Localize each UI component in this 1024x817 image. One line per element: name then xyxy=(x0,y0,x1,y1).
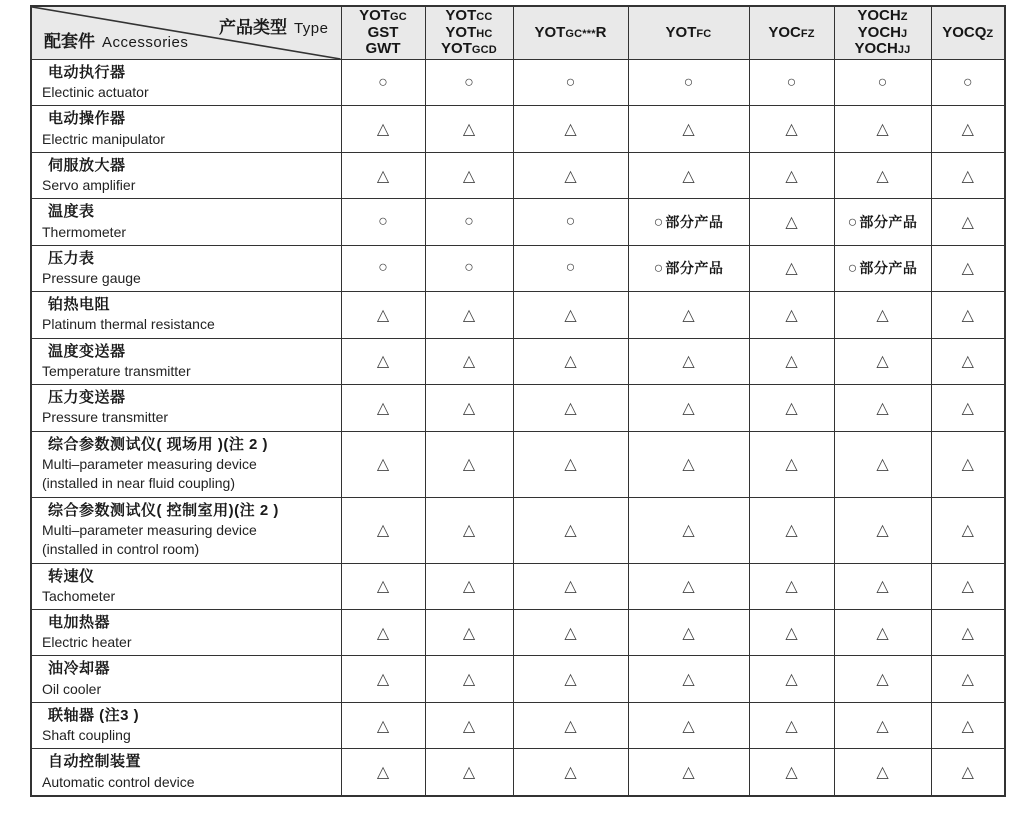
table-row xyxy=(31,60,1005,106)
compatibility-mark-cell xyxy=(834,199,931,245)
circle-mark-cell: ○ xyxy=(425,60,513,106)
column-header xyxy=(749,6,834,60)
column-header-line: YOTCC xyxy=(445,6,493,24)
column-header-line: YOTHC xyxy=(445,23,493,41)
accessory-name-zh: 压力表 xyxy=(48,249,95,267)
table-row xyxy=(31,199,1005,245)
circle-mark-cell: ○ xyxy=(749,60,834,106)
accessory-name-en: Electinic actuator xyxy=(42,84,149,101)
triangle-mark-cell: △ xyxy=(628,385,749,431)
accessory-label-cell xyxy=(31,609,341,655)
triangle-mark-cell: △ xyxy=(341,656,425,702)
circle-mark-cell: ○ xyxy=(341,60,425,106)
triangle-mark-cell: △ xyxy=(931,656,1005,702)
accessory-label-cell xyxy=(31,245,341,291)
triangle-mark-cell: △ xyxy=(931,497,1005,563)
table-row xyxy=(31,338,1005,384)
triangle-mark-cell: △ xyxy=(628,563,749,609)
triangle-mark-cell: △ xyxy=(513,106,628,152)
triangle-mark-cell: △ xyxy=(425,609,513,655)
column-header-line: YOTGC xyxy=(359,6,407,24)
accessory-name-en-line2: (installed in near fluid coupling) xyxy=(42,474,235,491)
triangle-mark-cell: △ xyxy=(931,609,1005,655)
triangle-mark-cell: △ xyxy=(513,702,628,748)
compatibility-mark-cell xyxy=(628,199,749,245)
triangle-mark-cell: △ xyxy=(834,385,931,431)
triangle-mark-cell: △ xyxy=(513,497,628,563)
accessory-name-en: Servo amplifier xyxy=(42,177,136,194)
triangle-mark-cell: △ xyxy=(931,385,1005,431)
accessory-name-zh: 温度表 xyxy=(48,203,95,221)
triangle-mark-cell: △ xyxy=(628,656,749,702)
column-header-line: YOTFC xyxy=(665,23,712,41)
triangle-mark-cell: △ xyxy=(425,702,513,748)
triangle-mark-cell: △ xyxy=(341,497,425,563)
accessory-label-cell xyxy=(31,152,341,198)
table-row xyxy=(31,385,1005,431)
table-row xyxy=(31,609,1005,655)
column-header xyxy=(931,6,1005,60)
triangle-mark-cell: △ xyxy=(931,245,1005,291)
table-row xyxy=(31,656,1005,702)
circle-mark-icon: ○ xyxy=(653,214,664,232)
triangle-mark-cell: △ xyxy=(513,338,628,384)
triangle-mark-cell: △ xyxy=(341,702,425,748)
triangle-mark-cell: △ xyxy=(341,385,425,431)
triangle-mark-cell: △ xyxy=(834,292,931,338)
partial-products-text: 部分产品 xyxy=(665,260,724,277)
accessory-name-en: Multi–parameter measuring device xyxy=(42,522,257,539)
triangle-mark-cell: △ xyxy=(425,152,513,198)
accessory-name-zh: 综合参数测试仪( 控制室用)(注 2 ) xyxy=(48,502,279,520)
table-row xyxy=(31,749,1005,796)
circle-mark-cell: ○ xyxy=(628,60,749,106)
triangle-mark-cell: △ xyxy=(425,292,513,338)
circle-mark-cell: ○ xyxy=(834,60,931,106)
table-row xyxy=(31,292,1005,338)
accessories-compatibility-table xyxy=(30,5,1006,797)
triangle-mark-cell: △ xyxy=(749,609,834,655)
table-row xyxy=(31,563,1005,609)
triangle-mark-cell: △ xyxy=(425,385,513,431)
triangle-mark-cell: △ xyxy=(513,749,628,796)
triangle-mark-cell: △ xyxy=(341,431,425,497)
triangle-mark-cell: △ xyxy=(341,292,425,338)
accessory-name-en: Pressure gauge xyxy=(42,270,141,286)
compatibility-mark-cell xyxy=(628,245,749,291)
column-header-line: YOTGC***R xyxy=(534,23,607,41)
accessories-en: Accessories xyxy=(102,34,189,51)
column-header-line: YOTGCD xyxy=(441,40,497,58)
triangle-mark-cell: △ xyxy=(749,385,834,431)
triangle-mark-cell: △ xyxy=(425,749,513,796)
circle-mark-icon: ○ xyxy=(847,260,858,278)
triangle-mark-cell: △ xyxy=(341,106,425,152)
circle-mark-cell: ○ xyxy=(425,199,513,245)
accessory-label-cell xyxy=(31,563,341,609)
column-header-line: GST xyxy=(367,23,399,41)
accessory-name-zh: 压力变送器 xyxy=(48,389,126,407)
corner-product-type-label xyxy=(219,13,329,38)
triangle-mark-cell: △ xyxy=(749,702,834,748)
column-header xyxy=(834,6,931,60)
accessory-name-zh: 电动执行器 xyxy=(48,64,126,81)
triangle-mark-cell: △ xyxy=(628,702,749,748)
triangle-mark-cell: △ xyxy=(749,563,834,609)
triangle-mark-cell: △ xyxy=(749,431,834,497)
product-type-en: Type xyxy=(293,20,329,37)
triangle-mark-cell: △ xyxy=(931,152,1005,198)
column-header-line: YOCHJ xyxy=(857,23,908,41)
triangle-mark-cell: △ xyxy=(931,199,1005,245)
triangle-mark-cell: △ xyxy=(749,338,834,384)
accessory-name-zh: 电加热器 xyxy=(48,613,111,631)
triangle-mark-cell: △ xyxy=(425,497,513,563)
column-header-line: YOCFZ xyxy=(768,23,815,41)
triangle-mark-cell: △ xyxy=(931,338,1005,384)
triangle-mark-cell: △ xyxy=(834,656,931,702)
table-row xyxy=(31,245,1005,291)
triangle-mark-cell: △ xyxy=(628,431,749,497)
corner-accessories-label xyxy=(44,27,188,52)
accessory-label-cell xyxy=(31,338,341,384)
triangle-mark-cell: △ xyxy=(834,749,931,796)
accessory-name-zh: 综合参数测试仪( 现场用 )(注 2 ) xyxy=(48,436,268,454)
compatibility-mark-cell xyxy=(834,245,931,291)
triangle-mark-cell: △ xyxy=(931,749,1005,796)
triangle-mark-cell: △ xyxy=(931,563,1005,609)
column-header xyxy=(513,6,628,60)
corner-cell xyxy=(31,6,341,60)
partial-products-text: 部分产品 xyxy=(859,260,918,277)
triangle-mark-cell: △ xyxy=(931,292,1005,338)
accessory-label-cell xyxy=(31,385,341,431)
triangle-mark-cell: △ xyxy=(628,749,749,796)
partial-products-text: 部分产品 xyxy=(859,214,918,231)
accessory-label-cell xyxy=(31,702,341,748)
triangle-mark-cell: △ xyxy=(341,152,425,198)
table-row xyxy=(31,497,1005,563)
accessory-label-cell xyxy=(31,60,341,106)
triangle-mark-cell: △ xyxy=(749,497,834,563)
circle-mark-icon: ○ xyxy=(653,260,664,278)
triangle-mark-cell: △ xyxy=(628,152,749,198)
accessory-name-en: Oil cooler xyxy=(42,680,102,697)
table-row xyxy=(31,702,1005,748)
circle-mark-cell: ○ xyxy=(513,199,628,245)
triangle-mark-cell: △ xyxy=(749,106,834,152)
triangle-mark-cell: △ xyxy=(425,656,513,702)
column-header-line: GWT xyxy=(365,40,401,58)
triangle-mark-cell: △ xyxy=(628,609,749,655)
accessory-label-cell xyxy=(31,749,341,796)
column-header-line: YOCHZ xyxy=(857,6,908,24)
circle-mark-cell: ○ xyxy=(513,60,628,106)
triangle-mark-cell: △ xyxy=(341,749,425,796)
column-header-line: YOCHJJ xyxy=(854,40,911,58)
triangle-mark-cell: △ xyxy=(931,702,1005,748)
accessory-name-en: Tachometer xyxy=(42,587,116,604)
accessory-name-en: Pressure transmitter xyxy=(42,409,169,426)
triangle-mark-cell: △ xyxy=(749,152,834,198)
header-row xyxy=(31,6,1005,60)
triangle-mark-cell: △ xyxy=(513,609,628,655)
triangle-mark-cell: △ xyxy=(628,292,749,338)
triangle-mark-cell: △ xyxy=(341,563,425,609)
triangle-mark-cell: △ xyxy=(341,609,425,655)
triangle-mark-cell: △ xyxy=(425,563,513,609)
table-row xyxy=(31,431,1005,497)
triangle-mark-cell: △ xyxy=(749,199,834,245)
triangle-mark-cell: △ xyxy=(834,702,931,748)
accessory-label-cell xyxy=(31,199,341,245)
partial-products-text: 部分产品 xyxy=(665,214,724,231)
accessory-label-cell xyxy=(31,292,341,338)
product-type-zh: 产品类型 xyxy=(218,18,287,37)
accessory-name-en: Electric heater xyxy=(42,634,132,651)
accessory-label-cell xyxy=(31,431,341,497)
triangle-mark-cell: △ xyxy=(834,609,931,655)
column-header xyxy=(425,6,513,60)
accessory-name-en: Shaft coupling xyxy=(42,727,131,744)
triangle-mark-cell: △ xyxy=(513,563,628,609)
circle-mark-cell: ○ xyxy=(931,60,1005,106)
accessory-name-zh: 自动控制装置 xyxy=(48,753,142,771)
accessory-name-zh: 油冷却器 xyxy=(48,660,111,678)
accessory-name-zh: 转速仪 xyxy=(48,567,95,585)
triangle-mark-cell: △ xyxy=(425,106,513,152)
column-header xyxy=(341,6,425,60)
accessory-name-zh: 伺服放大器 xyxy=(48,156,126,174)
triangle-mark-cell: △ xyxy=(513,152,628,198)
triangle-mark-cell: △ xyxy=(513,385,628,431)
triangle-mark-cell: △ xyxy=(513,656,628,702)
triangle-mark-cell: △ xyxy=(749,656,834,702)
accessory-label-cell xyxy=(31,497,341,563)
triangle-mark-cell: △ xyxy=(834,563,931,609)
accessory-label-cell xyxy=(31,656,341,702)
column-header xyxy=(628,6,749,60)
accessory-name-en-line2: (installed in control room) xyxy=(42,540,200,557)
triangle-mark-cell: △ xyxy=(628,497,749,563)
circle-mark-cell: ○ xyxy=(425,245,513,291)
triangle-mark-cell: △ xyxy=(749,245,834,291)
triangle-mark-cell: △ xyxy=(425,338,513,384)
accessory-name-en: Temperature transmitter xyxy=(42,362,191,379)
table-row xyxy=(31,106,1005,152)
accessory-name-zh: 铂热电阻 xyxy=(48,296,111,314)
column-header-line: YOCQZ xyxy=(942,23,994,41)
circle-mark-cell: ○ xyxy=(513,245,628,291)
triangle-mark-cell: △ xyxy=(628,106,749,152)
accessories-zh: 配套件 xyxy=(44,32,95,51)
accessory-name-en: Multi–parameter measuring device xyxy=(42,456,257,473)
table-row xyxy=(31,152,1005,198)
triangle-mark-cell: △ xyxy=(834,152,931,198)
triangle-mark-cell: △ xyxy=(834,106,931,152)
accessory-name-zh: 联轴器 (注3 ) xyxy=(48,706,140,724)
triangle-mark-cell: △ xyxy=(834,338,931,384)
triangle-mark-cell: △ xyxy=(749,749,834,796)
triangle-mark-cell: △ xyxy=(931,106,1005,152)
accessory-name-zh: 温度变送器 xyxy=(48,342,126,360)
triangle-mark-cell: △ xyxy=(628,338,749,384)
triangle-mark-cell: △ xyxy=(931,431,1005,497)
circle-mark-cell: ○ xyxy=(341,199,425,245)
triangle-mark-cell: △ xyxy=(834,497,931,563)
triangle-mark-cell: △ xyxy=(513,292,628,338)
circle-mark-cell: ○ xyxy=(341,245,425,291)
accessory-name-en: Platinum thermal resistance xyxy=(42,316,215,333)
triangle-mark-cell: △ xyxy=(834,431,931,497)
triangle-mark-cell: △ xyxy=(749,292,834,338)
accessory-name-en: Thermometer xyxy=(42,223,127,240)
accessory-name-en: Automatic control device xyxy=(42,773,195,790)
circle-mark-icon: ○ xyxy=(847,214,858,232)
triangle-mark-cell: △ xyxy=(341,338,425,384)
triangle-mark-cell: △ xyxy=(513,431,628,497)
accessory-label-cell xyxy=(31,106,341,152)
triangle-mark-cell: △ xyxy=(425,431,513,497)
accessory-name-zh: 电动操作器 xyxy=(48,110,126,128)
accessory-name-en: Electric manipulator xyxy=(42,130,165,147)
